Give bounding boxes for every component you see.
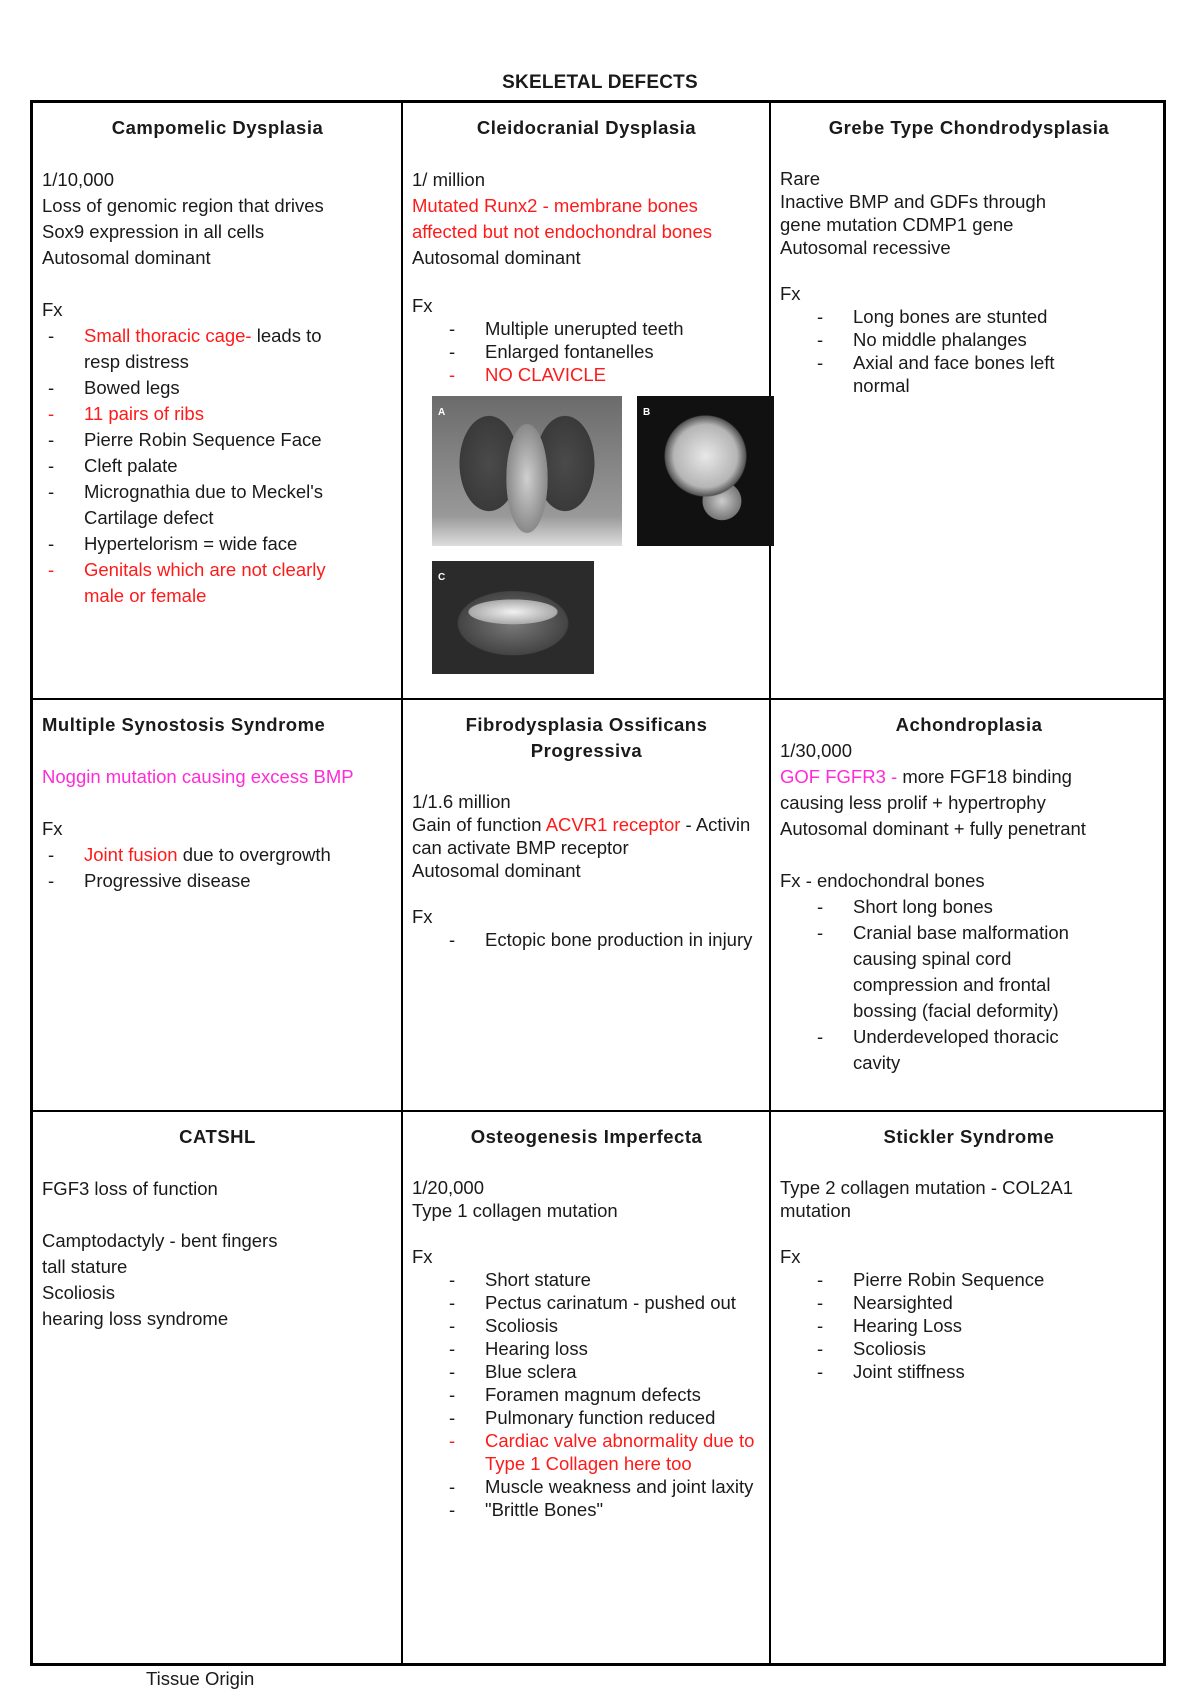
- fx-label: Fx: [412, 906, 433, 927]
- list-item: - Bowed legs: [42, 375, 393, 401]
- features-list: [412, 928, 761, 951]
- list-item: - Axial and face bones left normal: [780, 351, 1158, 397]
- fx-label: Fx: [412, 295, 433, 316]
- list-item: - Hearing loss: [412, 1337, 761, 1360]
- cell-title: Multiple Synostosis Syndrome: [42, 714, 326, 735]
- inheritance: Autosomal dominant: [42, 247, 211, 268]
- description: affected but not endochondral bones: [412, 221, 713, 242]
- description: Type 1 collagen mutation: [412, 1200, 618, 1221]
- description: Gain of function ACVR1 receptor - Activin: [412, 814, 751, 835]
- description: Type 2 collagen mutation - COL2A1: [780, 1177, 1074, 1198]
- list-item: - Muscle weakness and joint laxity: [412, 1475, 761, 1498]
- list-item: - Hypertelorism = wide face: [42, 531, 393, 557]
- list-item: - Joint stiffness: [780, 1360, 1158, 1383]
- cell-osteogenesis-imperfecta: [403, 1112, 769, 1666]
- list-item: - Ectopic bone production in injury: [412, 928, 761, 951]
- frequency: Rare: [780, 168, 821, 189]
- cell-multiple-synostosis: [33, 700, 401, 1110]
- description: Camptodactyly - bent fingers: [42, 1230, 278, 1251]
- cell-title: Achondroplasia: [895, 714, 1043, 735]
- list-item: - Cranial base malformation causing spinal cord compression and frontal bossing (facial deformity): [780, 920, 1158, 1024]
- cell-title: Stickler Syndrome: [883, 1126, 1055, 1147]
- frequency: 1/ million: [412, 169, 485, 190]
- frequency: 1/20,000: [412, 1177, 485, 1198]
- description: mutation: [780, 1200, 851, 1221]
- footer-text: Tissue Origin: [146, 1668, 255, 1689]
- list-item: - Pulmonary function reduced: [412, 1406, 761, 1429]
- features-list: [412, 317, 761, 386]
- description: hearing loss syndrome: [42, 1308, 229, 1329]
- list-item: - Pierre Robin Sequence: [780, 1268, 1158, 1291]
- list-item: - Short long bones: [780, 894, 1158, 920]
- list-item: - Small thoracic cage- leads to resp distress: [42, 323, 393, 375]
- list-item: - Scoliosis: [780, 1337, 1158, 1360]
- frequency: 1/1.6 million: [412, 791, 511, 812]
- features-list: [42, 842, 393, 894]
- inheritance: Autosomal dominant: [412, 860, 581, 881]
- list-item: - Underdeveloped thoracic cavity: [780, 1024, 1158, 1076]
- fx-label: Fx: [780, 283, 801, 304]
- list-item: - NO CLAVICLE: [412, 363, 761, 386]
- list-item: - Nearsighted: [780, 1291, 1158, 1314]
- xray-images: [412, 396, 761, 676]
- frequency: 1/10,000: [42, 169, 115, 190]
- cell-achondroplasia: [771, 700, 1166, 1110]
- cell-title: Fibrodysplasia Ossificans: [465, 714, 708, 735]
- page-title: SKELETAL DEFECTS: [502, 72, 698, 93]
- list-item: - Blue sclera: [412, 1360, 761, 1383]
- list-item: - Pierre Robin Sequence Face: [42, 427, 393, 453]
- list-item: - Multiple unerupted teeth: [412, 317, 761, 340]
- list-item: - Foramen magnum defects: [412, 1383, 761, 1406]
- features-list: [780, 894, 1158, 1076]
- list-item: - Genitals which are not clearly male or female: [42, 557, 393, 609]
- list-item: - Cardiac valve abnormality due to Type 1 Collagen here too: [412, 1429, 761, 1475]
- description: Inactive BMP and GDFs through: [780, 191, 1046, 212]
- inheritance: Autosomal dominant: [412, 247, 581, 268]
- description: Sox9 expression in all cells: [42, 221, 265, 242]
- list-item: - Joint fusion due to overgrowth: [42, 842, 393, 868]
- cell-title: Cleidocranial Dysplasia: [476, 117, 697, 138]
- list-item: - 11 pairs of ribs: [42, 401, 393, 427]
- list-item: - Short stature: [412, 1268, 761, 1291]
- description: can activate BMP receptor: [412, 837, 629, 858]
- cell-catshl: [33, 1112, 401, 1666]
- cell-fibrodysplasia-ossificans: [403, 700, 769, 1110]
- description: Loss of genomic region that drives: [42, 195, 324, 216]
- list-item: - Enlarged fontanelles: [412, 340, 761, 363]
- fx-label: Fx: [42, 299, 63, 320]
- list-item: - Long bones are stunted: [780, 305, 1158, 328]
- description: causing less prolif + hypertrophy: [780, 792, 1046, 813]
- cell-title: Campomelic Dysplasia: [111, 117, 324, 138]
- chest-xray-image: A: [432, 396, 622, 546]
- list-item: - Hearing Loss: [780, 1314, 1158, 1337]
- cell-title: Osteogenesis Imperfecta: [470, 1126, 703, 1147]
- cell-cleidocranial-dysplasia: [403, 103, 769, 698]
- list-item: - Scoliosis: [412, 1314, 761, 1337]
- inheritance: Autosomal dominant + fully penetrant: [780, 818, 1086, 839]
- cell-campomelic-dysplasia: [33, 103, 401, 698]
- features-list: [42, 323, 393, 609]
- fx-label: Fx: [412, 1246, 433, 1267]
- fx-label: Fx: [780, 1246, 801, 1267]
- cell-stickler-syndrome: [771, 1112, 1166, 1666]
- cell-title: Progressiva: [530, 740, 643, 761]
- cell-title: Grebe Type Chondrodysplasia: [828, 117, 1110, 138]
- defects-table: [30, 100, 1166, 1666]
- description: GOF FGFR3 - more FGF18 binding: [780, 766, 1072, 787]
- list-item: - Pectus carinatum - pushed out: [412, 1291, 761, 1314]
- features-list: [780, 1268, 1158, 1383]
- list-item: - "Brittle Bones": [412, 1498, 761, 1521]
- description: Noggin mutation causing excess BMP: [42, 766, 354, 787]
- features-list: [780, 305, 1158, 397]
- list-item: - Micrognathia due to Meckel's Cartilage defect: [42, 479, 393, 531]
- fx-label: Fx: [42, 818, 63, 839]
- list-item: - Progressive disease: [42, 868, 393, 894]
- list-item: - Cleft palate: [42, 453, 393, 479]
- cell-title: CATSHL: [179, 1126, 256, 1147]
- skull-xray-image: B: [637, 396, 774, 546]
- dental-xray-image: C: [432, 561, 594, 674]
- list-item: - No middle phalanges: [780, 328, 1158, 351]
- cell-grebe-chondrodysplasia: [771, 103, 1166, 698]
- description: FGF3 loss of function: [42, 1178, 218, 1199]
- fx-label: Fx - endochondral bones: [780, 870, 985, 891]
- features-list: [412, 1268, 761, 1521]
- description: tall stature: [42, 1256, 128, 1277]
- frequency: 1/30,000: [780, 740, 853, 761]
- description: gene mutation CDMP1 gene: [780, 214, 1014, 235]
- description: Scoliosis: [42, 1282, 115, 1303]
- description: Mutated Runx2 - membrane bones: [412, 195, 698, 216]
- inheritance: Autosomal recessive: [780, 237, 951, 258]
